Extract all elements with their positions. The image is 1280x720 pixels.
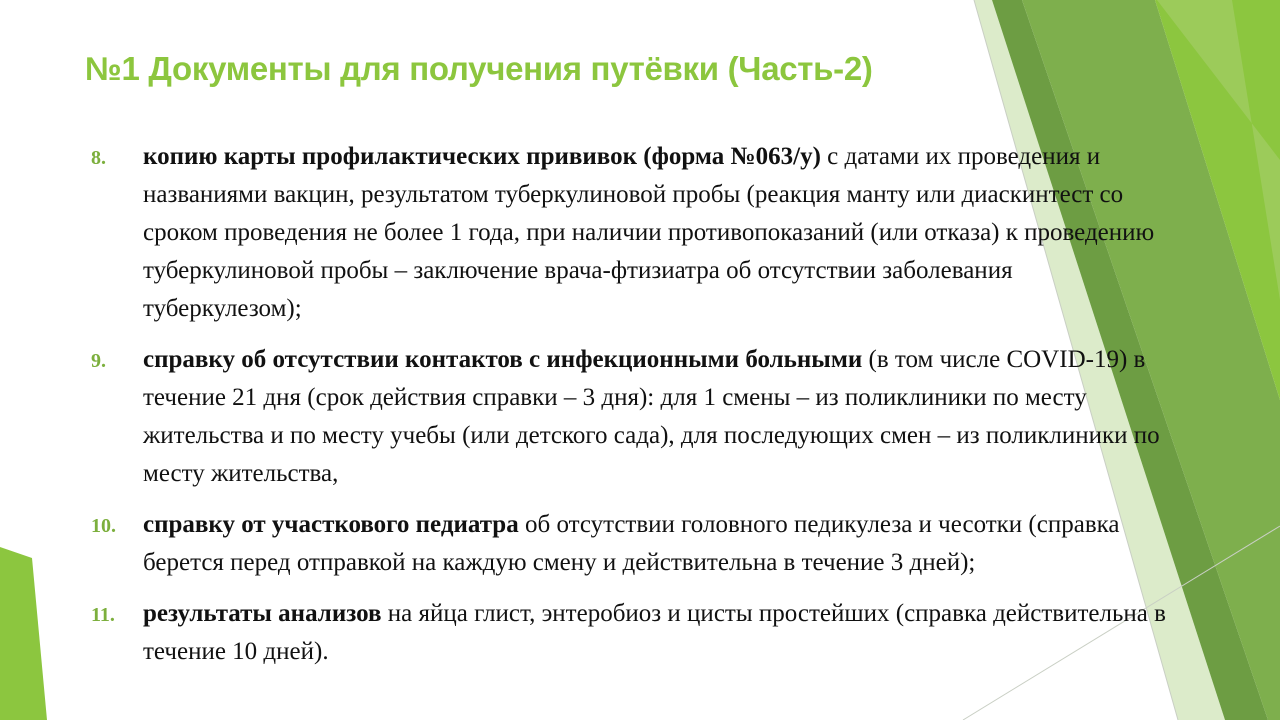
list-item-lead: справку от участкового педиатра (143, 511, 519, 538)
decor-left-stripe (0, 547, 47, 720)
list-item-body (143, 341, 1166, 493)
list-item (88, 506, 1166, 582)
list-item-number: 9. (91, 350, 106, 372)
list-item (88, 341, 1166, 493)
list-item-lead: справку об отсутствии контактов с инфекционными больными (143, 346, 863, 373)
list-item-lead: результаты анализов (143, 600, 382, 627)
list-item-lead: копию карты профилактических прививок (форма №063/у) (143, 143, 821, 170)
list-item-number: 8. (91, 147, 106, 169)
list-item-text: с датами их проведения и названиями вакцин, результатом туберкулиновой пробы (реакция манту или диаскинтест со сроком проведения не более 1 года, при наличии противопоказаний (или отказа) к проведению туберкулиновой пробы – заключение врача-фтизиатра об отсутствии заболевания туберкулезом); (143, 143, 1155, 322)
list-item-number: 11. (91, 604, 115, 626)
document-list (88, 138, 1166, 684)
list-item-body (143, 595, 1166, 671)
list-item-body (143, 138, 1166, 328)
list-item-body (143, 506, 1166, 582)
list-item (88, 138, 1166, 328)
list-item-text: об отсутствии головного педикулеза и чесотки (справка берется перед отправкой на каждую смену и действительна в течение 3 дней); (143, 511, 1120, 576)
list-item-number: 10. (91, 515, 116, 537)
list-item (88, 595, 1166, 671)
list-item-text: (в том числе COVID-19) в течение 21 дня (срок действия справки – 3 дня): для 1 смены – из поликлиники по месту жительства и по месту учебы (или детского сада), для последующих смен – из поликлиники по месту жительства, (143, 346, 1160, 487)
slide-title: №1 Документы для получения путёвки (Часть-2) (85, 50, 873, 87)
list-item-text: на яйца глист, энтеробиоз и цисты простейших (справка действительна в течение 10 дней). (143, 600, 1166, 665)
